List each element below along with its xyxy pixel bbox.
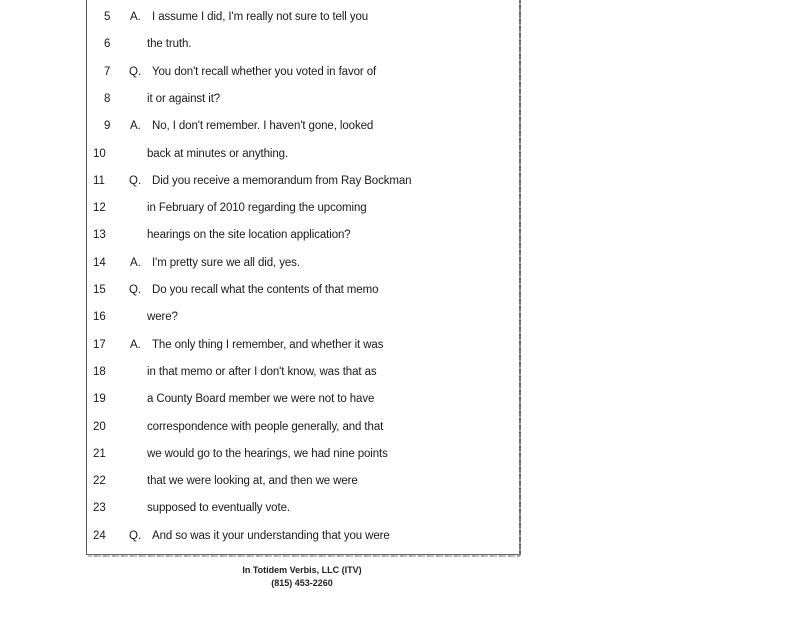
line-text: You don't recall whether you voted in favor of	[152, 66, 377, 78]
line-text: Do you recall what the contents of that memo	[152, 284, 379, 296]
scan-edge-right	[519, 0, 521, 556]
line-number: 14	[93, 257, 106, 269]
speaker-label: Q.	[129, 66, 142, 78]
line-number: 9	[104, 120, 111, 132]
speaker-label: A.	[130, 257, 141, 269]
line-text: in that memo or after I don't know, was that as	[147, 366, 377, 378]
line-number: 5	[104, 11, 111, 23]
line-text: No, I don't remember. I haven't gone, looked	[152, 120, 374, 132]
line-number: 21	[93, 448, 106, 460]
line-number: 12	[93, 202, 106, 214]
line-number: 8	[104, 93, 111, 105]
footer-phone: (815) 453-2260	[271, 578, 333, 588]
speaker-label: Q.	[129, 175, 142, 187]
speaker-label: Q.	[129, 284, 142, 296]
line-text: I assume I did, I'm really not sure to tell you	[152, 11, 369, 23]
line-text: Did you receive a memorandum from Ray Bockman	[152, 175, 412, 187]
line-text: And so was it your understanding that you were	[152, 530, 390, 542]
line-text: supposed to eventually vote.	[147, 502, 290, 514]
speaker-label: Q.	[129, 530, 142, 542]
line-text: that we were looking at, and then we were	[147, 475, 358, 487]
speaker-label: A.	[130, 120, 141, 132]
line-number: 16	[93, 311, 106, 323]
line-number: 7	[104, 66, 111, 78]
footer-company: In Totidem Verbis, LLC (ITV)	[242, 565, 362, 575]
scan-edge-bottom	[88, 555, 520, 557]
line-text: a County Board member we were not to have	[147, 393, 375, 405]
line-text: The only thing I remember, and whether it was	[152, 339, 384, 351]
line-number: 23	[93, 502, 106, 514]
line-text: hearings on the site location application?	[147, 229, 351, 241]
line-number: 20	[93, 421, 106, 433]
line-number: 19	[93, 393, 106, 405]
line-number: 11	[93, 175, 105, 187]
line-number: 18	[93, 366, 106, 378]
line-text: I'm pretty sure we all did, yes.	[152, 257, 300, 269]
line-number: 15	[93, 284, 106, 296]
line-number: 13	[93, 229, 106, 241]
line-number: 6	[104, 38, 111, 50]
speaker-label: A.	[130, 339, 141, 351]
line-number: 10	[93, 148, 106, 160]
line-text: it or against it?	[147, 93, 221, 105]
line-text: correspondence with people generally, and that	[147, 421, 384, 433]
line-text: the truth.	[147, 38, 192, 50]
line-text: were?	[147, 311, 178, 323]
line-number: 22	[93, 475, 106, 487]
line-number: 24	[93, 530, 106, 542]
line-text: we would go to the hearings, we had nine points	[147, 448, 388, 460]
speaker-label: A.	[130, 11, 141, 23]
line-text: back at minutes or anything.	[147, 148, 289, 160]
line-text: in February of 2010 regarding the upcoming	[147, 202, 367, 214]
line-number: 17	[93, 339, 106, 351]
